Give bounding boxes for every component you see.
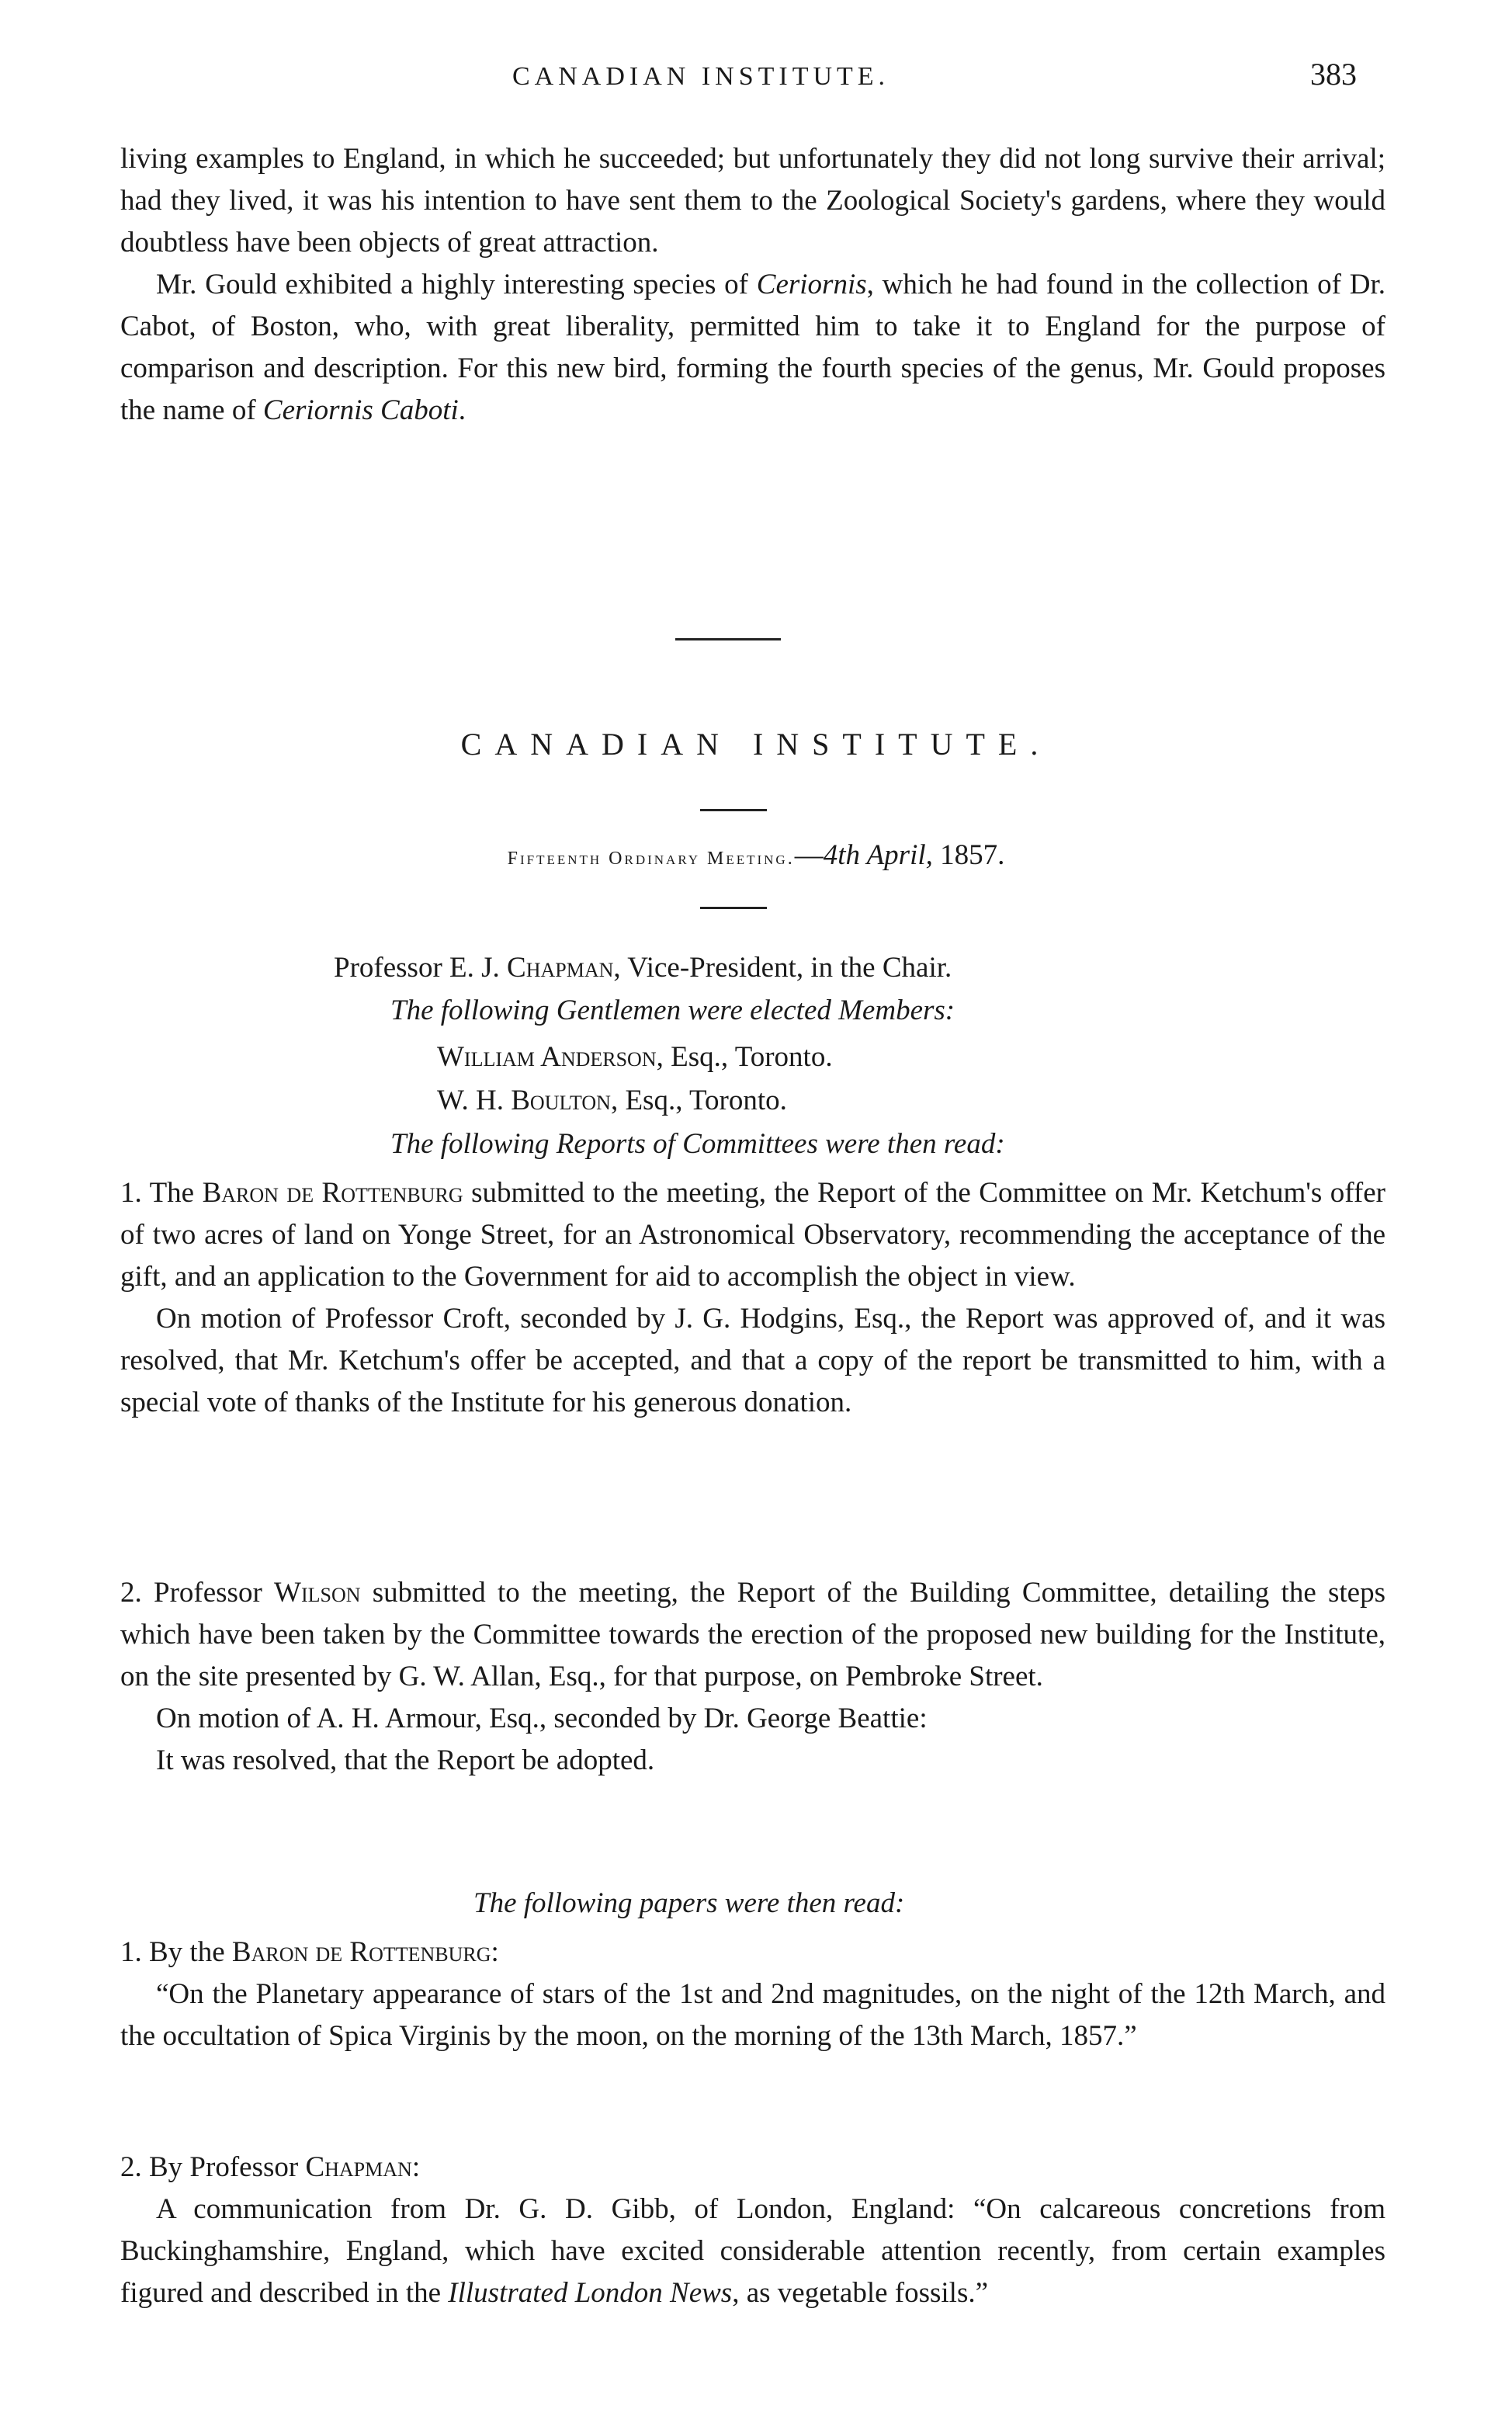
page-number: 383 [1310, 57, 1357, 92]
reports-intro: The following Reports of Committees were then read: [390, 1128, 1005, 1160]
intro-paragraph-2: Mr. Gould exhibited a highly interesting species of Ceriornis, which he had found in the collection of Dr. Cabot, of Boston, who, with great liberality, permitted him to take it to England for the purpose of comparison and description. For this new bird, forming the fourth species of the genus, Mr. Gould proposes the name of Ceriornis Caboti. [120, 269, 1386, 426]
papers-intro: The following papers were then read: [473, 1887, 905, 1919]
meeting-date: 4th April, [823, 839, 933, 871]
report-2-resolved: It was resolved, that the Report be adopted. [156, 1744, 655, 1776]
paper-2 [120, 2147, 1385, 2314]
report-1 [120, 1172, 1385, 1424]
chair-name: Chapman [507, 952, 614, 984]
section-heading: CANADIAN INSTITUTE. [460, 727, 1052, 762]
elected-intro: The following Gentlemen were elected Members: [390, 995, 955, 1026]
intro-text [120, 138, 1385, 432]
paper-1-title: “On the Planetary appearance of stars of the 1st and 2nd magnitudes, on the night of the 12th March, and the occultation of Spica Virginis by the moon, on the morning of the 13th March, 1857.” [120, 1978, 1385, 2052]
section-separator-rule [675, 638, 781, 640]
species-name: Ceriornis Caboti [262, 394, 459, 426]
meeting-label: Fifteenth Ordinary Meeting. [507, 849, 795, 869]
paper-1-heading: 1. By the Baron de Rottenburg: [120, 1936, 499, 1968]
running-title: CANADIAN INSTITUTE. [512, 62, 890, 91]
paper-1 [120, 1932, 1385, 2057]
report-2-text: 2. Professor Wilson submitted to the meeting, the Report of the Building Committee, detailing the steps which have been taken by the Committee towards the erection of the proposed new building for the Institute, on the site presented by G. W. Allan, Esq., for that purpose, on Pembroke Street. [120, 1577, 1386, 1692]
publication-name: Illustrated London News [448, 2277, 733, 2309]
member-1: William Anderson, Esq., Toronto. [437, 1041, 833, 1073]
paper-2-text: A communication from Dr. G. D. Gibb, of London, England: “On calcareous concretions from Buckinghamshire, England, which have excited considerable attention recently, from certain examples figured and described in the Illustrated London News, as vegetable fossils.” [120, 2193, 1385, 2309]
intro-paragraph-1: living examples to England, in which he succeeded; but unfortunately they did not long survive their arrival; had they lived, it was his intention to have sent them to the Zoological Society's gardens, where they would doubtless have been objects of great attraction. [120, 143, 1385, 259]
genus-name: Ceriornis [756, 269, 867, 300]
running-head [0, 56, 1512, 102]
report-2 [120, 1572, 1385, 1782]
member-2: W. H. Boulton, Esq., Toronto. [437, 1085, 787, 1116]
meeting-subheading: Fifteenth Ordinary Meeting.—4th April, 1857. [507, 839, 1005, 871]
heading-rule-lower [700, 907, 767, 909]
paper-2-heading: 2. By Professor Chapman: [120, 2151, 421, 2183]
report-1-text: 1. The Baron de Rottenburg submitted to the meeting, the Report of the Committee on Mr. Ketchum's offer of two acres of land on Yonge Street, for an Astronomical Observatory, recommending the acceptance of the gift, and an application to the Government for aid to accomplish the object in view. [120, 1177, 1385, 1293]
report-1-motion: On motion of Professor Croft, seconded by J. G. Hodgins, Esq., the Report was approved of, and it was resolved, that Mr. Ketchum's offer be accepted, and that a copy of the report be transmitted to him, with a special vote of thanks of the Institute for his generous donation. [120, 1303, 1385, 1418]
heading-rule-upper [700, 809, 767, 811]
chair-line: Professor E. J. Chapman, Vice-President, in the Chair. [334, 952, 952, 984]
report-2-motion: On motion of A. H. Armour, Esq., seconded by Dr. George Beattie: [156, 1703, 928, 1734]
